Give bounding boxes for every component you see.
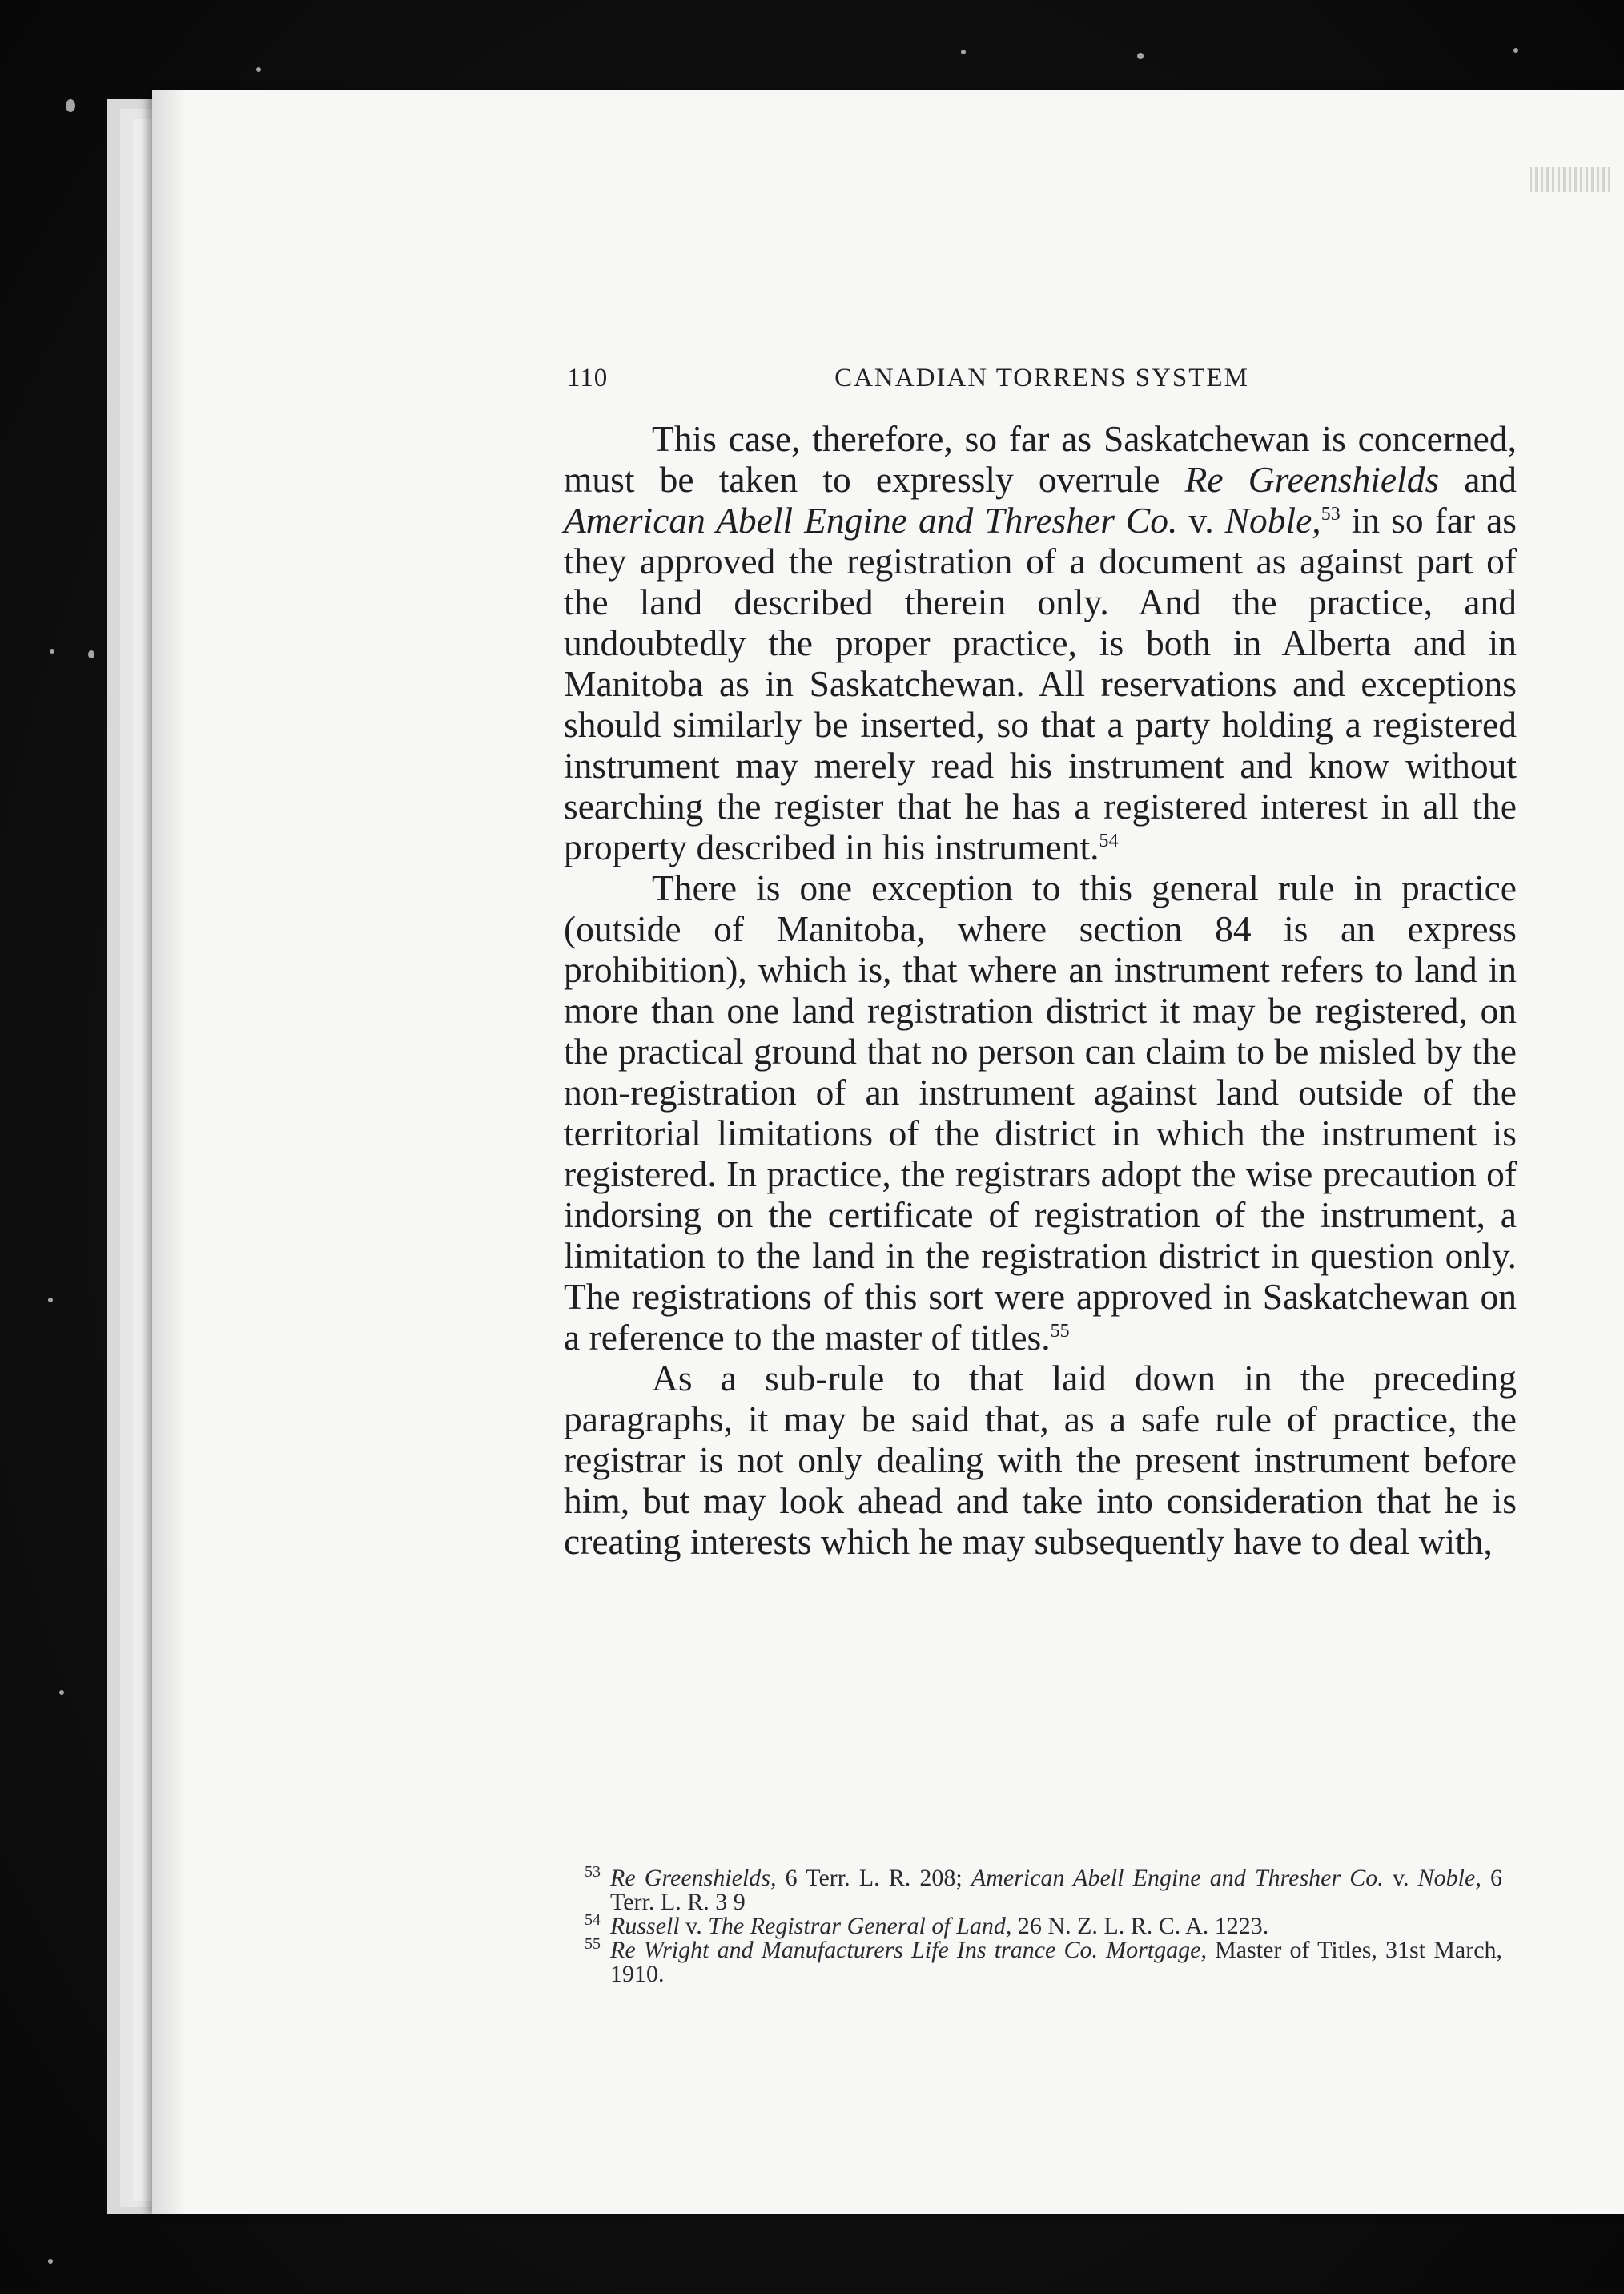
case-citation: Noble, <box>1224 500 1321 541</box>
footnote-citation: Noble, <box>1417 1865 1481 1891</box>
footnote-citation: Russell <box>610 1913 680 1939</box>
footnote-text: 6 Terr. L. R. 208; <box>776 1865 971 1891</box>
paragraph <box>564 1358 1517 1562</box>
footnote-text: v. <box>1383 1865 1418 1891</box>
dust-speck <box>1513 48 1518 53</box>
corner-scan-mark <box>1530 167 1610 192</box>
dust-speck <box>1137 53 1144 59</box>
dust-speck <box>48 2259 53 2264</box>
dust-speck <box>50 649 54 654</box>
footnote-text: 26 N. Z. L. R. C. A. 1223. <box>1011 1913 1269 1939</box>
footnote: 54 Russell v. The Registrar General of Land, 26 N. Z. L. R. C. A. 1223. <box>585 1911 1269 1939</box>
paragraph <box>564 418 1517 867</box>
page-number: 110 <box>567 364 609 392</box>
text-run: and <box>1439 459 1517 500</box>
text-run: This case, therefore, so far as Saskatchewan is concerned, must be taken to expressly overrule <box>564 418 1517 500</box>
footnote-reference: 53 <box>1321 503 1341 525</box>
text-run: As a sub-rule to that laid down in the preceding paragraphs, it may be said that, as a safe rule of practice, the registrar is not only dealing with the present instrument before him, but may look ahead and take into consideration that he is creating interests which he may subsequently have to deal with, <box>564 1358 1517 1562</box>
footnote-citation: Re Greenshields, <box>610 1865 777 1891</box>
footnotes <box>564 1863 1503 1987</box>
text-run: in so far as they approved the registration of a document as against part of the land described therein only. And the practice, and undoubtedly the proper practice, is both in Alberta and in Manitoba as in Saskatchewan. All reservations and exceptions should similarly be inserted, so that a party holding a registered instrument may merely read his instrument and know without searching the register that he has a registered interest in all the property described in his instrument. <box>564 500 1517 867</box>
body-text <box>564 418 1517 1562</box>
case-citation: Re Greenshields <box>1184 459 1440 500</box>
footnote-text: Master of Titles, 31st March, 1910. <box>610 1937 1503 1987</box>
dust-speck <box>66 99 75 112</box>
footnote-citation: Re Wright and Manufacturers Life Ins trance Co. Mortgage, <box>610 1937 1207 1963</box>
footnote: 55 Re Wright and Manufacturers Life Ins trance Co. Mortgage, Master of Titles, 31st March, 1910. <box>585 1935 1503 1987</box>
footnote: 53 Re Greenshields, 6 Terr. L. R. 208; American Abell Engine and Thresher Co. v. Noble, 6 Terr. L. R. 3 9 <box>585 1863 1502 1915</box>
dust-speck <box>48 1298 53 1302</box>
case-citation: American Abell Engine and Thresher Co. <box>564 500 1178 541</box>
dust-speck <box>59 1690 64 1695</box>
footnote-text: 6 Terr. L. R. 3 9 <box>610 1865 1502 1915</box>
dust-speck <box>256 67 261 72</box>
page-header <box>567 364 1517 396</box>
text-run: v. <box>1177 500 1225 541</box>
dust-speck <box>88 650 94 658</box>
footnote-reference: 54 <box>1099 830 1119 851</box>
footnote-text: v. <box>679 1913 709 1939</box>
footnote-citation: American Abell Engine and Thresher Co. <box>971 1865 1384 1891</box>
paragraph <box>564 867 1517 1358</box>
footnote-citation: The Registrar General of Land, <box>708 1913 1012 1939</box>
text-run: There is one exception to this general rule in practice (outside of Manitoba, where section 84 is an express prohibition), which is, that where an instrument refers to land in more than one land registration district it may be registered, on the practical ground that no person can claim to be misled by the non-registration of an instrument against land outside of the territorial limitations of the district in which the instrument is registered. In practice, the registrars adopt the wise precaution of indorsing on the certificate of registration of the instrument, a limitation to the land in the registration district in question only. The registrations of this sort were approved in Saskatchewan on a reference to the master of titles. <box>564 867 1517 1358</box>
footnote-reference: 55 <box>1050 1320 1070 1342</box>
dust-speck <box>961 50 966 54</box>
running-head: CANADIAN TORRENS SYSTEM <box>834 364 1249 392</box>
